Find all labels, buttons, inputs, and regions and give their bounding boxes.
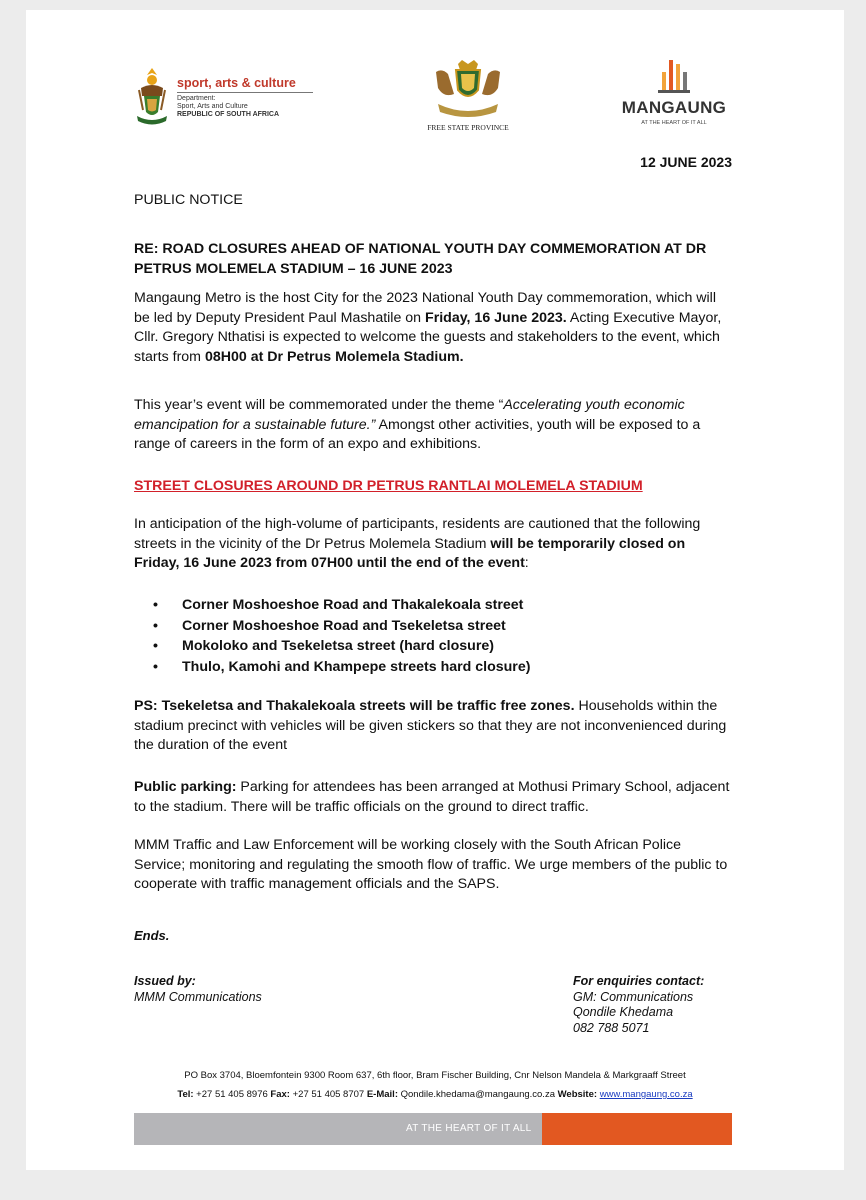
- para-bold-parking: Public parking:: [134, 779, 237, 795]
- para-text: Acting Executive Mayor, Cllr. Gregory Nthatisi is expected to welcome the guests and stakeholders to the event, which starts from: [134, 309, 722, 365]
- list-item: [134, 637, 732, 658]
- notice-date: 12 JUNE 2023: [640, 154, 732, 170]
- para-bold-ps: PS: Tsekeletsa and Thakalekoala streets will be traffic free zones.: [134, 698, 575, 714]
- paragraph-host-city: [134, 289, 732, 367]
- contact-label: For enquiries contact:: [573, 974, 705, 988]
- mangaung-logo: [614, 58, 734, 143]
- ends-label: Ends.: [134, 928, 170, 943]
- bullet: •: [153, 617, 158, 634]
- band-orange: [542, 1113, 732, 1145]
- footer-band: [134, 1113, 732, 1145]
- paragraph-traffic-free: [134, 697, 732, 756]
- fax-label: Fax:: [270, 1089, 290, 1100]
- email-value[interactable]: Qondile.khedama@mangaung.co.za: [397, 1089, 558, 1100]
- dept-sub-line: Department:: [177, 95, 216, 102]
- mangaung-mark-icon: [654, 58, 694, 98]
- bullet: •: [153, 658, 158, 675]
- para-italic-theme: Accelerating youth economic emancipation for a sustainable future.”: [134, 397, 685, 433]
- notice-subject: RE: ROAD CLOSURES AHEAD OF NATIONAL YOUTH DAY COMMEMORATION AT DR PETRUS MOLEMELA STADIUM – 16 JUNE 2023: [134, 241, 707, 277]
- website-link[interactable]: www.mangaung.co.za: [599, 1089, 693, 1100]
- free-state-crest-icon: [428, 60, 508, 122]
- list-item: [134, 617, 732, 638]
- para-bold-venue: 08H00 at Dr Petrus Molemela Stadium.: [204, 348, 464, 365]
- issued-by-block: [134, 974, 262, 1005]
- fax-value: +27 51 405 8707: [289, 1089, 367, 1100]
- footer-address: PO Box 3704, Bloemfontein 9300 Room 637, 6th floor, Bram Fischer Building, Cnr Nelson Mandela & Markgraaff Street: [184, 1070, 686, 1081]
- footer-contacts: [26, 1089, 844, 1100]
- paragraph-anticipation: [134, 515, 732, 574]
- issued-by: MMM Communications: [134, 989, 262, 1004]
- dept-sub-line: REPUBLIC OF SOUTH AFRICA: [177, 111, 280, 118]
- para-text: Parking for attendees has been arranged at Mothusi Primary School, adjacent to the stadium. There will be traffic officials on the ground to direct traffic.: [134, 779, 730, 815]
- closures-list: [134, 596, 732, 678]
- bullet: •: [153, 597, 158, 613]
- paragraph-public-parking: [134, 778, 732, 817]
- para-text: This year’s event will be commemorated under the theme “: [134, 397, 504, 413]
- para-bold-closure-time: will be temporarily closed on Friday, 16 June 2023 from 07H00 until the end of the event: [134, 535, 686, 571]
- closure-text: Corner Moshoeshoe Road and Thakalekoala street: [182, 597, 524, 613]
- contact-phone: 082 788 5071: [573, 1020, 650, 1035]
- list-item: [134, 658, 732, 679]
- issued-label: Issued by:: [134, 974, 196, 988]
- closure-text: Thulo, Kamohi and Khampepe streets hard closure): [182, 658, 531, 675]
- contact-name: Qondile Khedama: [573, 1005, 674, 1019]
- contact-role: GM: Communications: [573, 989, 694, 1004]
- paragraph-traffic-enforcement: MMM Traffic and Law Enforcement will be working closely with the South African Police Service; monitoring and regulating the smooth flow of traffic. We urge members of the public to cooperate with traffic management officials and the SAPS.: [134, 837, 728, 892]
- notice-page: [26, 10, 844, 1170]
- free-state-caption: FREE STATE PROVINCE: [427, 123, 509, 132]
- list-item: [134, 596, 732, 617]
- email-label: E-Mail:: [366, 1089, 398, 1100]
- dept-sport-arts-culture-logo: [133, 64, 333, 134]
- para-bold-date: Friday, 16 June 2023.: [425, 309, 567, 326]
- para-text: :: [524, 555, 529, 571]
- coat-of-arms-icon: [133, 66, 171, 128]
- para-text: In anticipation of the high-volume of participants, residents are cautioned that the following streets in the vicinity of the Dr Petrus Molemela Stadium: [134, 516, 701, 552]
- para-text: Households within the stadium precinct with vehicles will be given stickers so that they are not inconvenienced during the duration of the event: [134, 698, 727, 753]
- closure-text: Corner Moshoeshoe Road and Tsekeletsa street: [182, 617, 506, 634]
- mangaung-tagline: AT THE HEART OF IT ALL: [641, 120, 707, 126]
- street-closures-heading: STREET CLOSURES AROUND DR PETRUS RANTLAI MOLEMELA STADIUM: [134, 478, 643, 494]
- para-text: Amongst other activities, youth will be exposed to a range of careers in the form of an expo and exhibitions.: [134, 416, 701, 452]
- tel-value: +27 51 405 8976: [193, 1089, 271, 1100]
- enquiries-contact-block: [573, 974, 704, 1036]
- tel-label: Tel:: [177, 1089, 194, 1100]
- dept-brand-text: sport, arts & culture: [177, 76, 296, 90]
- closure-text: Mokoloko and Tsekeletsa street (hard closure): [182, 638, 494, 654]
- bullet: •: [153, 638, 158, 654]
- free-state-logo: [420, 60, 516, 140]
- paragraph-theme: [134, 396, 732, 455]
- band-tagline: AT THE HEART OF IT ALL: [406, 1123, 532, 1134]
- dept-rule: [177, 92, 313, 93]
- dept-subtitle: [177, 95, 279, 119]
- para-text: Mangaung Metro is the host City for the 2023 National Youth Day commemoration, which will be led by Deputy President Paul Mashatile on: [134, 290, 716, 326]
- website-label: Website:: [557, 1089, 598, 1100]
- public-notice-label: PUBLIC NOTICE: [134, 192, 243, 208]
- mangaung-name: MANGAUNG: [621, 98, 727, 117]
- dept-sub-line: Sport, Arts and Culture: [177, 103, 248, 110]
